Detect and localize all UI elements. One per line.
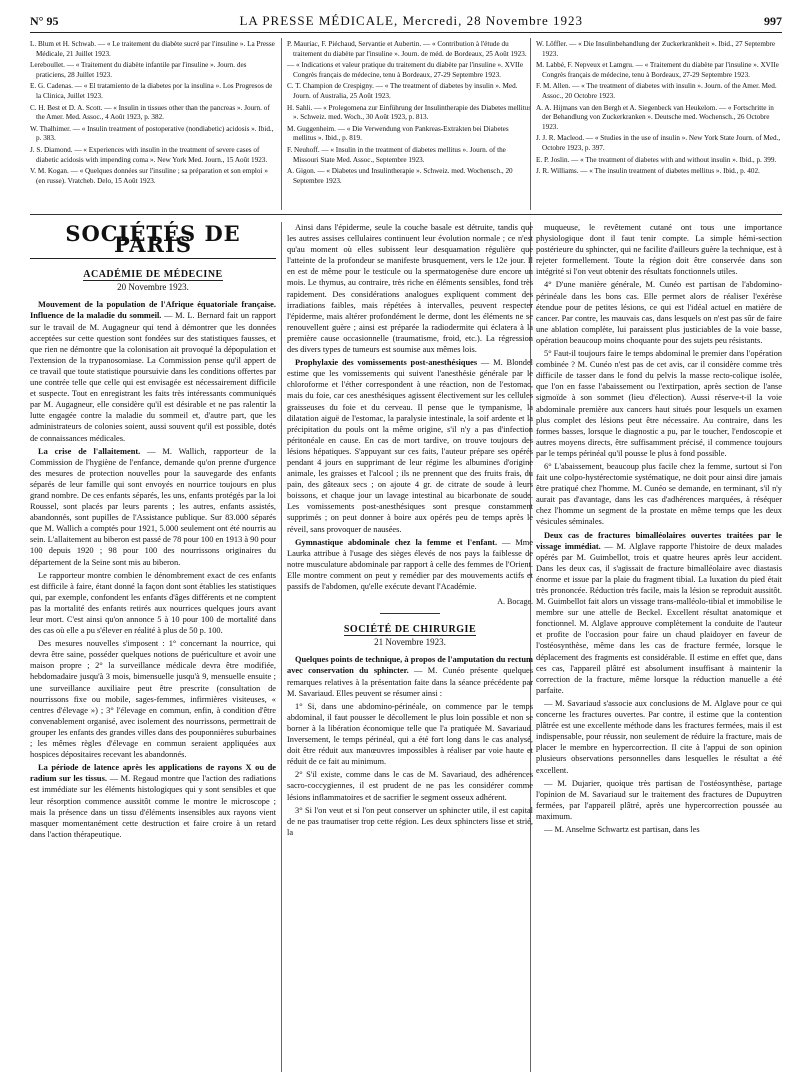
society-title: ACADÉMIE DE MÉDECINE	[83, 269, 223, 281]
reference: — « Indications et valeur pratique du traitement du diabète par l'insuline ». XVIIe Congrès français de médecine, tenu à Bordeaux, 27-29 Septembre 1923.	[287, 61, 524, 79]
paragraph: 4° D'une manière générale, M. Cunéo est partisan de l'abdomino-périnéale dans les bons cas. Elle permet alors de réaliser l'exérèse étendue pour de petites lésions, ce qui est l'idéal actuel en matière de cancer. Par contre, les mauvais cas, dans lesquels on n'est pas sûr de faire une ablation complète, lui paraissent plus justiciables de la voie basse, opération beaucoup moins choquante pour des sujets peu résistants.	[536, 280, 782, 345]
paragraph	[287, 537, 533, 592]
page-number: 997	[764, 13, 782, 28]
paragraph	[536, 530, 782, 696]
article-column-3	[536, 222, 782, 837]
paragraph-body: — M. Alglave rapporte l'histoire de deux malades opérés par M. Guimbellot, trois et quatre heures après leur accident. Dans les deux cas, il s'agissait de fracture bimalléolaire avec diastasis énorme et issue par la plaie du fragment tibial. La luxation du pied était très prononcée. Réduction très facile, mais la lésion se reproduit aussitôt. M. Guimbellot fait alors un vissage trans-malléolo-tibial et immobilise le membre sur une attelle de Beckel. Excellent résultat anatomique et fonctionnel. M. Alglave approuve complètement la conduite de l'auteur et profite de l'occasion pour faire un chaud plaidoyer en faveur de l'ostéosynthèse, même dans les cas de fracture fermée, lorsque le déplacement des fragments est considérable. Il estime en effet que, dans ces cas, l'appareil plâtré est absolument insuffisant à maintenir la correction de la fracture, même lorsque la réduction manuelle a été parfaite.	[536, 541, 783, 695]
reference: P. Mauriac, F. Piéchaud, Servantie et Aubertin. — « Contribution à l'étude du traitement du diabète par l'insuline ». Journ. de méd. de Bordeaux, 25 Août 1923.	[287, 40, 527, 58]
paragraph: 2° S'il existe, comme dans le cas de M. Savariaud, des adhérences sacro-coccygiennes, il est prudent de ne pas les considérer comme lésions inflammatoires et de sacrifier le segment osseux adhérent.	[287, 770, 533, 802]
reference: M. Guggenheim. — « Die Verwendung von Pankreas-Extrakten bei Diabetes mellitus ». Ibid., p. 819.	[287, 124, 509, 143]
paragraph: 6° L'abaissement, beaucoup plus facile chez la femme, surtout si l'on fait une colpo-hystérectomie systématique, ne doit pour ainsi dire jamais être pratiqué chez l'homme. M. Cunéo se demande, en terminant, s'il n'y aurait pas d'avantage, dans les cas d'adhérences marquées, à réséquer chez l'homme un segment de la prostate en même temps que les deux vésicules séminales.	[536, 461, 782, 527]
paragraph: 5° Faut-il toujours faire le temps abdominal le premier dans l'opération combinée ? M. Cunéo n'est pas de cet avis, car il considère comme très difficile de tasser dans le fond du pelvis la masse recto-colique isolée, que l'on en fasse l'abaissement ou l'extirpation, après section de l'anse sigmoïde à son sommet (lieu d'élection). Aussi réserve-t-il la voie abdominale première aux cancers haut situés pour lesquels un examen plus complet des lésions peut être nécessaire. Au contraire, dans les formes basses, lorsque le diagnostic a pu, par le toucher, l'endoscopie et autres moyens directs, être suffisamment précisé, il commence toujours par le temps périnéal qu'il pousse le plus à fond possible.	[536, 349, 782, 458]
paragraph: Ainsi dans l'épiderme, seule la couche basale est détruite, tandis que les autres assises cellulaires continuent leur évolution normale ; ce n'est qu'au moment où elles subissent leur desquamation régulière que l'atteinte de la profondeur se manifeste brusquement, vers le 12e jour. Il en est de même pour le testicule ou la spermatogenèse dure encore un mois. Le thymus, au contraire, très riche en éléments sensibles, fond très rapidement. Des considérations analogues expliquent comment des irradiations faibles, mais répétées à intervalles, peuvent respecter l'épiderme, mais altérer profondément le derme, dont les éléments ne se renouvellent guère ; ainsi est préparée la radiodermite qui éclatera à la première cause occasionnelle (traumatisme, froid, etc.). La régression des divers types de tumeurs est soumise aux mêmes lois.	[287, 223, 533, 355]
column-rule	[281, 222, 282, 1072]
paragraph-body: — M. Regaud montre que l'action des radiations est immédiate sur les éléments histologiques qui y sont sensibles et que leur résorption commence aussitôt comme le montre le microscope ; mais la présence dans un tissu d'éléments insensibles aux rayons vient masquer momentanément cette destruction et faire croire à un retard dans l'action thérapeutique.	[30, 774, 276, 839]
issue-number: N° 95	[30, 13, 59, 28]
reference: F. M. Allen. — « The treatment of diabetes with insulin ». Journ. of the Amer. Med. Assoc., 20 Octobre 1923.	[536, 82, 777, 100]
paragraph: Des mesures nouvelles s'imposent : 1° concernant la nourrice, qui devra être saine, posséder quelques notions de puériculture et avoir une maison propre ; 2° la surveillance médicale devra être modifiée, hebdomadaire jusqu'à 3 mois, bimensuelle jusqu'à 9, mensuelle ensuite ; une surveillance auxiliaire peut être prescrite (consultation de nourrissons fixe ou mobile, sages-femmes, infirmières visiteuses, « centres d'élevage ») ; 3° l'élevage en commun, enfin, à condition d'être convenablement organisé, avec isolement des nourrissons, permettrait de grouper les enfants des grandes villes dans des pouponnières suburbaines ; les mêmes règles d'élevage en commun seraient appliquées aux hospices dépositaires recevant les abandonnés.	[30, 639, 276, 760]
paragraph: Le rapporteur montre combien le dénombrement exact de ces enfants est difficile à faire, étant donné la façon dont sont établies les statistiques qui, par exemple, confondent les enfants d'âges différents et ne comptent pas la mortalité des enfants retirés aux nourrices quelques jours avant leur mort. C'est ainsi qu'on annonce 5 à 10 pour 100 de mortalité dans des cas où elle a pu s'élever en réalité à plus de 50 p. 100.	[30, 570, 276, 636]
paragraph: muqueuse, le revêtement cutané ont tous une importance physiologique dont il faut tenir compte. La simple hémi-section postérieure du sphincter, qui ne facilite d'ailleurs guère la technique, est à rejeter formellement. Toute la région doit être conservée dans son intégrité si l'on veut obtenir des résultats fonctionnels utiles.	[536, 223, 782, 277]
journal-title: LA PRESSE MÉDICALE, Mercredi, 28 Novembre 1923	[239, 13, 583, 28]
paragraph-body: — Mme Laurka attribue à l'usage des sièges élevés de nos pays la faiblesse de notre musculature abdominale par rapport à celle des femmes de l'Orient. Elle montre comment on peut y remédier par des mouvements actifs et passifs de l'abdomen, qu'elle exécute devant l'Académie.	[287, 537, 533, 591]
reference: H. Sahli. — « Prolegomena zur Einführung der Insulintherapie des Diabetes mellitus ». Schweiz. med. Woch., 30 Août 1923, p. 813.	[287, 103, 532, 122]
paragraph	[30, 299, 276, 443]
paragraph: 1° Si, dans une abdomino-périnéale, on commence par le temps abdominal, il faut pousser le décollement le plus loin possible et non se borner à la libération économique telle que l'a pratiquée M. Savariaud. Inversement, le temps périnéal, qui a été fort long dans le cas analysé, doit être réduit aux manœuvres impossibles à réaliser par voie haute et réduit de ce fait au minimum.	[287, 701, 533, 767]
reference: W. Thalhimer. — « Insulin treatment of postoperative (nondiabetic) acidosis ». Ibid., p. 383.	[30, 124, 274, 143]
author-signature: A. Bocage.	[497, 597, 533, 607]
reference: Lereboullet. — « Traitement du diabète infantile par l'insuline ». Journ. des praticiens, 28 Juillet 1923.	[30, 61, 247, 79]
paragraph-body: — M. L. Bernard fait un rapport sur le travail de M. Augagneur qui tend à démontrer que les données acceptées sur cette question sont fondées sur des statistiques fausses, et que rien ne démontre que la colonisation ait provoqué la dépopulation et l'extension de la trypanosomiase. La Commission pense qu'il appert de ce travail que toute statistique poursuivie dans les conditions offertes par une contrée telle que celle qui est envisagée est nécessairement difficile et suspecte. Tout en enregistrant les faits très intéressants communiqués par M. Augagneur, elle considère qu'il est désirable et ne pas ralentir la lutte engagée contre la maladie du sommeil et, d'autre part, que les administrateurs de colonies soient, aussi souvent qu'il est possible, dotés de connaissances médicales.	[30, 311, 276, 443]
reference: E. P. Joslin. — « The treatment of diabetes with and without insulin ». Ibid., p. 399.	[536, 155, 777, 164]
paragraph-heading: Deux cas de fractures bimalléolaires ouvertes traitées par le vissage immédiat.	[536, 530, 782, 551]
paragraph-heading: Mouvement de la population de l'Afrique équatoriale française. Influence de la maladie du sommeil.	[30, 300, 276, 321]
paragraph: — M. Savariaud s'associe aux conclusions de M. Alglave pour ce qui concerne les fractures ouvertes. Par contre, il estime que la contention plâtrée est une excellente méthode dans les fractures fermées, mais il est indispensable, pour réussir, non seulement de réduire la fracture, mais de placer le membre en hypercorrection. Il cite à l'appui de son opinion plusieurs observations personnelles dans lesquelles le résultat a été excellent.	[536, 698, 782, 775]
reference: J. R. Williams. — « The insulin treatment of diabetes mellitus ». Ibid., p. 402.	[536, 167, 760, 176]
reference: V. M. Kogan. — « Quelques données sur l'insuline ; sa préparation et son emploi » (en russe). Vratcheb. Delo, 15 Août 1923.	[30, 167, 268, 185]
section-banner: SOCIÉTÉS DE PARIS	[30, 222, 276, 259]
session-date: 20 Novembre 1923.	[117, 282, 189, 293]
column-rule	[530, 38, 531, 210]
paragraph	[30, 446, 276, 568]
reference: J. S. Diamond. — « Experiences with insulin in the treatment of severe cases of diabetic acidosis with impending coma ». New York Med. Journ., 15 Août 1923.	[30, 145, 268, 164]
paragraph-heading: La crise de l'allaitement.	[38, 446, 141, 456]
session-date: 21 Novembre 1923.	[374, 637, 446, 648]
paragraph: 3° Si l'on veut et si l'on peut conserver un sphincter utile, il est capital de ne pas traumatiser trop cette région. Les deux sphincters lisse et strié, la	[287, 805, 533, 837]
paragraph	[30, 762, 276, 840]
references-col-2	[287, 40, 533, 188]
reference: F. Neuhoff. — « Insulin in the treatment of diabetes mellitus ». Journ. of the Missouri State Med. Assoc., Septembre 1923.	[287, 145, 506, 164]
paragraph-heading: La période de latence après les applications de rayons X ou de radium sur les tissus.	[30, 763, 276, 784]
section-rule	[380, 613, 440, 614]
article-column-2	[287, 222, 533, 840]
society-title: SOCIÉTÉ DE CHIRURGIE	[343, 624, 477, 636]
paragraph-heading: Quelques points de technique, à propos de l'amputation du rectum avec conservation du sphincter.	[287, 655, 533, 676]
article-column-1	[30, 222, 276, 842]
paragraph	[287, 654, 533, 698]
reference: A. Gigon. — « Diabetes und Insulintherapie ». Schweiz. med. Wochensch., 20 Septembre 1923.	[287, 167, 513, 185]
reference: L. Blum et H. Schwab. — « Le traitement du diabète sucré par l'insuline ». La Presse Médicale, 21 Juillet 1923.	[30, 40, 275, 58]
paragraph-heading: Gymnastique abdominale chez la femme et l'enfant.	[295, 537, 498, 547]
reference: A. A. Hijmans van den Bergh et A. Siegenbeck van Heukelom. — « Fortschritte in der Behandlung von Zuckerkranken ». Deutsche med. Wochensch., 26 Octobre 1923.	[536, 103, 774, 131]
paragraph-body: — M. Wallich, rapporteur de la Commission de l'hygiène de l'enfance, demande qu'on prenne d'urgence des mesures de protection nouvelles pour la sauvegarde des enfants séparés de leur famille qui sont envoyés en nourrice toujours en plus grand nombre. De ces enfants séparés, les uns, enfants protégés par la loi Roussel, sont placés par leurs parents ; les autres, enfants assistés, abandonnés, sont pupilles de l'Assistance publique. Sur 83.000 séparés que M. Wallich a comptés pour 1921, 5.000 seulement ont été nourris au sein. L'allaitement au biberon est passé de 78 pour 100 en 1913 à 90 pour 100 depuis 1920 ; 98 pour 100 des nourrissons originaires du département de la Seine sont mis au biberon.	[30, 446, 276, 567]
column-rule	[281, 38, 282, 210]
references-col-1	[30, 40, 276, 188]
reference: E. G. Cadenas. — « El tratamiento de la diabetes por la insulina ». Los Progresos de la Clinica, Juillet 1923.	[30, 82, 273, 100]
references-col-3	[536, 40, 782, 179]
paragraph-heading: Prophylaxie des vomissements post-anesthésiques	[295, 358, 478, 368]
paragraph: — M. Anselme Schwartz est partisan, dans les	[544, 824, 700, 834]
paragraph-body: — M. Cunéo présente quelques remarques relatives à la présentation faite dans la séance précédente par M. Savariaud. Elles peuvent se résumer ainsi :	[287, 666, 533, 698]
reference: M. Labbé, F. Nepveux et Lamgru. — « Traitement du diabète par l'insuline ». XVIIe Congrès français de médecine, tenu à Bordeaux, 27-29 Septembre 1923.	[536, 61, 779, 79]
section-divider	[30, 214, 782, 215]
reference: C. T. Champion de Crespigny. — « The treatment of diabetes by insulin ». Med. Journ. of Australia, 25 Août 1923.	[287, 82, 518, 100]
reference: W. Löffler. — « Die Insulinbehandlung der Zuckerkrankheit ». Ibid., 27 Septembre 1923.	[536, 40, 776, 58]
paragraph	[287, 357, 533, 535]
reference: C. H. Best et D. A. Scott. — « Insulin in tissues other than the pancreas ». Journ. of the Amer. Med. Assoc., 4 Août 1923, p. 382.	[30, 103, 270, 122]
paragraph-body: — M. Blondel estime que les vomissements qui suivent l'anesthésie générale par le chloroforme et l'éther correspondent à une réaction, non de l'estomac, mais du foie, car ces anesthésiques agissent électivement sur les cellules graisseuses du foie et du cerveau. Il pense que le tympanisme, la dilatation aiguë de l'estomac, la paralysie intestinale, la soif ardente et la précipitation du pouls ont la même origine, s'il n'y a pas d'infection péritonéale en cause. En cas de mort tardive, on trouve toujours des lésions hépatiques. S'appuyant sur ces faits, l'auteur prépare ses opérés pendant 4 jours en supprimant de leur régime les albumines d'origine animale, les graisses et l'alcool ; ils ne prennent que des fruits frais, du pain, des gâteaux secs ; on ajoute 4 gr. de citrate de soude à leurs boissons, et chaque jour un lavage intestinal au bicarbonate de soude. Les vomissements post-anesthésiques sont presque constamment supprimés ; on peut donner à boire aux opérés peu de temps après le réveil, sans provoquer de nausées.	[287, 358, 534, 534]
paragraph: — M. Dujarier, quoique très partisan de l'ostéosynthèse, partage l'opinion de M. Savariaud sur le traitement des fractures de Dupuytren fermées, par l'appareil plâtré, après une hypercorrection poussée au maximum.	[536, 778, 782, 821]
reference: J. J. R. Macleod. — « Studies in the use of insulin ». New York State Journ. of Med., Octobre 1923, p. 397.	[536, 134, 781, 152]
page-header	[30, 10, 782, 33]
